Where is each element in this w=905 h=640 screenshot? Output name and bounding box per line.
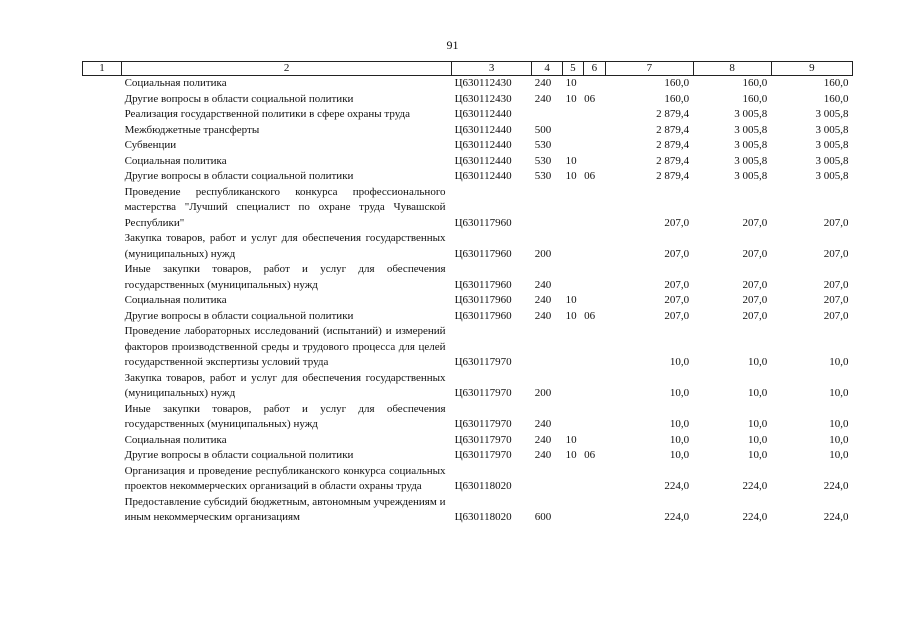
row-amount-col9-cell: 3 005,8 <box>815 170 849 182</box>
row-index-cell <box>83 169 122 185</box>
row-amount-col7-cell: 207,0 <box>664 294 690 306</box>
row-expense-type-cell <box>532 464 563 495</box>
row-section-cell <box>563 324 584 371</box>
row-name-cell: Другие вопросы в области социальной политики <box>124 170 354 182</box>
row-code-cell: Ц630118020 <box>454 480 512 492</box>
row-index-cell <box>83 185 122 232</box>
row-amount-col8-cell: 3 005,8 <box>734 123 768 136</box>
table-row <box>83 123 853 139</box>
row-amount-col7-cell: 2 879,4 <box>656 139 690 151</box>
row-amount-col8-cell: 3 005,8 <box>734 139 768 151</box>
row-index-cell <box>83 107 122 123</box>
row-name-cell: Проведение республиканского конкурса профессионального мастерства "Лучший специалист по охране труда Чувашской Республики" <box>124 185 446 229</box>
row-subsection-cell <box>583 76 606 92</box>
table-body <box>83 76 853 526</box>
row-expense-type-cell: 240 <box>534 294 552 306</box>
row-code-cell: Ц630117970 <box>454 418 512 430</box>
table-row <box>83 402 853 433</box>
row-name-cell: Социальная политика <box>124 433 227 446</box>
row-section-cell: 10 <box>565 449 577 461</box>
row-section-cell <box>563 107 584 123</box>
row-expense-type-cell: 200 <box>534 387 552 399</box>
row-expense-type-cell <box>532 324 563 371</box>
row-amount-col7-cell: 10,0 <box>669 449 690 461</box>
row-subsection-cell <box>583 138 606 154</box>
row-code-cell: Ц630117970 <box>454 356 512 368</box>
row-amount-col9-cell: 207,0 <box>823 309 849 322</box>
row-index-cell <box>83 324 122 371</box>
row-amount-col8-cell: 10,0 <box>747 449 768 461</box>
row-amount-col8-cell: 160,0 <box>742 77 768 89</box>
row-section-cell <box>563 371 584 402</box>
row-amount-col7-cell: 224,0 <box>664 511 690 523</box>
table-row <box>83 231 853 262</box>
table-row <box>83 185 853 232</box>
row-amount-col9-cell: 10,0 <box>829 418 849 430</box>
row-amount-col7-cell: 207,0 <box>664 309 690 322</box>
row-code-cell: Ц630117970 <box>454 433 512 446</box>
row-expense-type-cell: 600 <box>534 511 552 523</box>
row-amount-col8-cell: 10,0 <box>747 433 768 446</box>
row-amount-col9-cell: 3 005,8 <box>815 154 849 167</box>
row-subsection-cell <box>583 402 606 433</box>
row-amount-col8-cell: 224,0 <box>742 480 768 492</box>
page-number: 91 <box>446 38 459 52</box>
row-code-cell: Ц630118020 <box>454 511 512 523</box>
row-amount-col7-cell: 207,0 <box>664 247 690 260</box>
row-amount-col9-cell: 224,0 <box>823 511 849 523</box>
row-expense-type-cell: 240 <box>534 92 552 105</box>
table-row <box>83 495 853 526</box>
row-amount-col8-cell: 207,0 <box>742 247 768 260</box>
row-amount-col8-cell: 10,0 <box>747 356 768 368</box>
row-amount-col9-cell: 3 005,8 <box>815 108 849 120</box>
row-name-cell: Реализация государственной политики в сфере охраны труда <box>124 108 410 120</box>
row-amount-col8-cell: 224,0 <box>742 511 768 523</box>
row-code-cell: Ц630117960 <box>454 294 512 306</box>
row-amount-col9-cell: 207,0 <box>823 247 849 260</box>
row-subsection-cell <box>583 495 606 526</box>
row-code-cell: Ц630117970 <box>454 387 512 399</box>
row-section-cell <box>563 123 584 139</box>
row-expense-type-cell: 530 <box>534 170 552 182</box>
row-subsection-cell: 06 <box>584 92 596 105</box>
row-name-cell: Другие вопросы в области социальной политики <box>124 449 354 461</box>
row-subsection-cell <box>583 293 606 309</box>
row-amount-col7-cell: 207,0 <box>664 278 690 291</box>
row-subsection-cell <box>583 123 606 139</box>
row-index-cell <box>83 464 122 495</box>
row-section-cell <box>563 495 584 526</box>
table-row <box>83 138 853 154</box>
row-expense-type-cell: 240 <box>534 449 552 461</box>
row-name-cell: Социальная политика <box>124 77 227 89</box>
row-amount-col7-cell: 160,0 <box>664 92 690 105</box>
row-amount-col7-cell: 10,0 <box>669 433 690 446</box>
row-amount-col7-cell: 2 879,4 <box>656 170 690 182</box>
row-name-cell: Закупка товаров, работ и услуг для обеспечения государственных (муниципальных) нужд <box>124 232 446 260</box>
row-subsection-cell <box>583 433 606 449</box>
row-subsection-cell <box>583 154 606 170</box>
row-name-cell: Предоставление субсидий бюджетным, автономным учреждениям и иным некоммерческим организациям <box>124 495 446 523</box>
header-col-6: 6 <box>583 62 606 76</box>
row-expense-type-cell: 240 <box>534 309 552 322</box>
row-amount-col8-cell: 10,0 <box>747 387 768 399</box>
row-code-cell: Ц630112440 <box>454 139 512 151</box>
table-row <box>83 324 853 371</box>
row-amount-col9-cell: 10,0 <box>829 433 849 446</box>
table-row <box>83 262 853 293</box>
row-subsection-cell <box>583 371 606 402</box>
row-name-cell: Другие вопросы в области социальной политики <box>124 92 354 105</box>
row-subsection-cell: 06 <box>584 170 596 182</box>
row-name-cell: Другие вопросы в области социальной политики <box>124 309 354 322</box>
header-col-7: 7 <box>606 62 693 76</box>
row-code-cell: Ц630117960 <box>454 247 512 260</box>
row-section-cell: 10 <box>565 92 577 105</box>
row-amount-col7-cell: 2 879,4 <box>656 154 690 167</box>
row-index-cell <box>83 448 122 464</box>
row-section-cell: 10 <box>565 154 577 167</box>
row-subsection-cell <box>583 231 606 262</box>
row-name-cell: Социальная политика <box>124 154 227 167</box>
row-subsection-cell: 06 <box>584 449 596 461</box>
row-index-cell <box>83 76 122 92</box>
header-col-9: 9 <box>771 62 852 76</box>
row-amount-col7-cell: 160,0 <box>664 77 690 89</box>
row-amount-col8-cell: 160,0 <box>742 92 768 105</box>
row-name-cell: Закупка товаров, работ и услуг для обеспечения государственных (муниципальных) нужд <box>124 371 446 399</box>
row-section-cell: 10 <box>565 294 577 306</box>
table-row <box>83 154 853 170</box>
budget-table <box>82 61 853 526</box>
table-row <box>83 433 853 449</box>
row-section-cell: 10 <box>565 170 577 182</box>
row-index-cell <box>83 495 122 526</box>
row-expense-type-cell <box>532 107 563 123</box>
row-amount-col7-cell: 207,0 <box>664 216 690 229</box>
table-row <box>83 92 853 108</box>
row-expense-type-cell: 200 <box>534 247 552 260</box>
row-name-cell: Иные закупки товаров, работ и услуг для обеспечения государственных (муниципальных) нужд <box>124 263 446 291</box>
row-index-cell <box>83 154 122 170</box>
row-code-cell: Ц630112440 <box>454 154 512 167</box>
row-name-cell: Организация и проведение республиканского конкурса социальных проектов некоммерческих организаций в области охраны труда <box>124 464 446 492</box>
header-col-4: 4 <box>532 62 563 76</box>
header-row <box>83 62 853 76</box>
row-section-cell <box>563 464 584 495</box>
row-amount-col7-cell: 224,0 <box>664 480 690 492</box>
row-name-cell: Иные закупки товаров, работ и услуг для обеспечения государственных (муниципальных) нужд <box>124 402 446 430</box>
row-expense-type-cell: 530 <box>534 139 552 151</box>
row-section-cell: 10 <box>565 77 577 89</box>
row-subsection-cell <box>583 464 606 495</box>
row-code-cell: Ц630112440 <box>454 123 512 136</box>
row-name-cell: Межбюджетные трансферты <box>124 123 260 136</box>
header-col-3: 3 <box>452 62 532 76</box>
table-row <box>83 371 853 402</box>
row-subsection-cell <box>583 262 606 293</box>
row-amount-col7-cell: 10,0 <box>669 418 690 430</box>
row-section-cell <box>563 138 584 154</box>
row-expense-type-cell: 240 <box>534 278 552 291</box>
row-amount-col7-cell: 2 879,4 <box>656 108 690 120</box>
row-code-cell: Ц630117960 <box>454 309 512 322</box>
row-section-cell <box>563 185 584 232</box>
row-expense-type-cell: 500 <box>534 123 552 136</box>
row-amount-col9-cell: 160,0 <box>823 92 849 105</box>
row-subsection-cell <box>583 107 606 123</box>
row-section-cell <box>563 262 584 293</box>
header-col-5: 5 <box>563 62 584 76</box>
row-name-cell: Проведение лабораторных исследований (испытаний) и измерений факторов производственной среды и трудового процесса для целей государственной экспертизы условий труда <box>124 325 446 368</box>
table-row <box>83 76 853 92</box>
row-index-cell <box>83 92 122 108</box>
row-code-cell: Ц630112430 <box>454 77 512 89</box>
row-code-cell: Ц630112440 <box>454 108 512 120</box>
row-amount-col7-cell: 2 879,4 <box>656 123 690 136</box>
row-amount-col8-cell: 10,0 <box>747 418 768 430</box>
row-amount-col9-cell: 224,0 <box>823 480 849 492</box>
row-expense-type-cell <box>532 185 563 232</box>
row-amount-col8-cell: 3 005,8 <box>734 108 768 120</box>
row-amount-col8-cell: 207,0 <box>742 278 768 291</box>
row-amount-col7-cell: 10,0 <box>669 387 690 399</box>
row-amount-col8-cell: 3 005,8 <box>734 154 768 167</box>
row-amount-col7-cell: 10,0 <box>669 356 690 368</box>
table-row <box>83 107 853 123</box>
row-amount-col9-cell: 160,0 <box>823 77 849 89</box>
row-amount-col8-cell: 207,0 <box>742 216 768 229</box>
row-amount-col8-cell: 207,0 <box>742 309 768 322</box>
row-section-cell <box>563 402 584 433</box>
row-index-cell <box>83 231 122 262</box>
table-row <box>83 309 853 325</box>
row-expense-type-cell: 240 <box>534 433 552 446</box>
row-index-cell <box>83 138 122 154</box>
row-subsection-cell <box>583 185 606 232</box>
row-section-cell <box>563 231 584 262</box>
row-index-cell <box>83 123 122 139</box>
row-amount-col9-cell: 207,0 <box>823 216 849 229</box>
row-expense-type-cell: 240 <box>534 418 552 430</box>
row-section-cell: 10 <box>565 309 577 322</box>
row-amount-col8-cell: 3 005,8 <box>734 170 768 182</box>
row-amount-col9-cell: 10,0 <box>829 449 849 461</box>
header-col-1: 1 <box>83 62 122 76</box>
row-subsection-cell: 06 <box>584 309 596 322</box>
table-row <box>83 448 853 464</box>
row-code-cell: Ц630112430 <box>454 92 512 105</box>
row-amount-col9-cell: 207,0 <box>823 294 849 306</box>
row-name-cell: Социальная политика <box>124 294 227 306</box>
header-col-8: 8 <box>693 62 771 76</box>
row-index-cell <box>83 402 122 433</box>
row-subsection-cell <box>583 324 606 371</box>
row-expense-type-cell: 240 <box>534 77 552 89</box>
row-index-cell <box>83 309 122 325</box>
row-index-cell <box>83 293 122 309</box>
row-expense-type-cell: 530 <box>534 154 552 167</box>
row-code-cell: Ц630112440 <box>454 170 512 182</box>
row-code-cell: Ц630117960 <box>454 278 512 291</box>
row-name-cell: Субвенции <box>124 139 177 151</box>
row-section-cell: 10 <box>565 433 577 446</box>
row-code-cell: Ц630117960 <box>454 216 512 229</box>
row-index-cell <box>83 371 122 402</box>
row-amount-col8-cell: 207,0 <box>742 294 768 306</box>
header-col-2: 2 <box>122 62 452 76</box>
row-index-cell <box>83 433 122 449</box>
row-index-cell <box>83 262 122 293</box>
table-header <box>83 62 853 76</box>
row-amount-col9-cell: 3 005,8 <box>815 139 849 151</box>
row-amount-col9-cell: 10,0 <box>829 387 849 399</box>
row-amount-col9-cell: 207,0 <box>823 278 849 291</box>
row-amount-col9-cell: 10,0 <box>829 356 849 368</box>
table-row <box>83 293 853 309</box>
table-row <box>83 169 853 185</box>
table-row <box>83 464 853 495</box>
row-amount-col9-cell: 3 005,8 <box>815 123 849 136</box>
row-code-cell: Ц630117970 <box>454 449 512 461</box>
